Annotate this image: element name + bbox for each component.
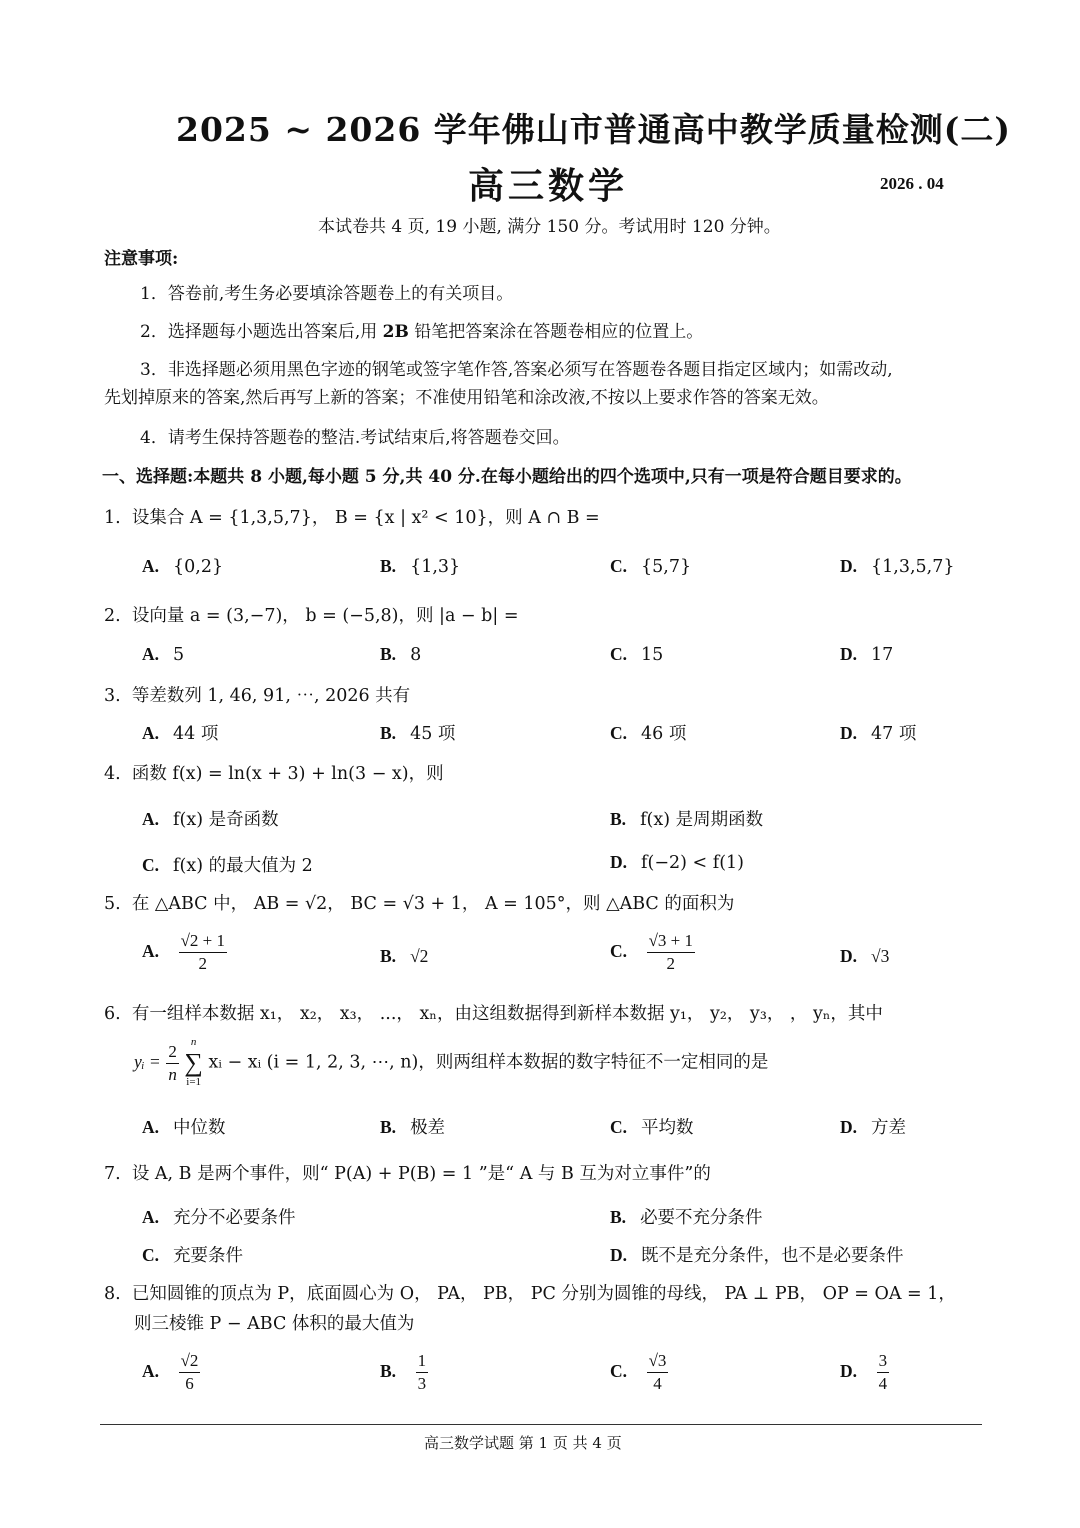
question-stem-line1: 已知圆锥的顶点为 P，底面圆心为 O， PA， PB， PC 分别为圆锥的母线， PA ⊥ PB， OP = OA = 1， bbox=[131, 1284, 956, 1304]
q5-option-d: D. √3 bbox=[840, 946, 890, 966]
q7-option-c: C. 充要条件 bbox=[142, 1245, 244, 1266]
q8-option-d: D. $\frac{3}{4}$ bbox=[840, 1351, 888, 1394]
question-stem: 在 △ABC 中， AB = √2， BC = √3 + 1， A = 105°，则 △ABC 的面积为 bbox=[131, 894, 735, 914]
subject-title: 高三数学 bbox=[468, 165, 629, 207]
q6-option-a: A. 中位数 bbox=[142, 1117, 226, 1138]
question-number: 6. bbox=[104, 1004, 121, 1024]
notice-item-3-line1: 3．非选择题必须用黑色字迹的钢笔或签字笔作答,答案必须写在答题卷各题目指定区域内；如需改动, bbox=[140, 360, 893, 380]
exam-title: 2025 ~ 2026 学年佛山市普通高中教学质量检测(二) bbox=[176, 110, 1012, 149]
question-7 bbox=[104, 1160, 711, 1185]
page-footer: 高三数学试题 第 1 页 共 4 页 bbox=[424, 1434, 622, 1452]
q4-option-a: A. f(x) 是奇函数 bbox=[142, 809, 279, 830]
fraction: $\frac{√2 + 1}{2}$ bbox=[180, 931, 226, 974]
footer-divider bbox=[100, 1424, 982, 1425]
question-stem: 函数 f(x) = ln(x + 3) + ln(3 − x)，则 bbox=[131, 764, 444, 784]
q5-option-a: A. $\frac{√2 + 1}{2}$ bbox=[142, 931, 226, 974]
question-6-formula-line: yᵢ = $\frac{2}{n}$ n ∑ i=1 xᵢ − xᵢ (i = 1, 2, 3, ⋯, n)，则两组样本数据的数字特征不一定相同的是 bbox=[134, 1036, 769, 1088]
q4-option-d: D. f(−2) < f(1) bbox=[610, 852, 744, 873]
q6-option-c: C. 平均数 bbox=[610, 1117, 694, 1138]
q8-option-b: B. $\frac{1}{3}$ bbox=[380, 1351, 427, 1394]
question-6 bbox=[104, 1000, 883, 1025]
q7-option-b: B. 必要不充分条件 bbox=[610, 1207, 763, 1228]
fraction: $\frac{3}{4}$ bbox=[878, 1351, 888, 1394]
question-4 bbox=[104, 760, 444, 785]
q1-option-c: C. {5,7} bbox=[610, 556, 692, 577]
notice-item-3-line2: 先划掉原来的答案,然后再写上新的答案；不准使用铅笔和涂改液,不按以上要求作答的答案无效。 bbox=[104, 388, 829, 408]
q8-option-c: C. $\frac{√3}{4}$ bbox=[610, 1351, 667, 1394]
q4-option-c: C. f(x) 的最大值为 2 bbox=[142, 855, 313, 876]
exam-intro: 本试卷共 4 页, 19 小题, 满分 150 分。考试用时 120 分钟。 bbox=[318, 217, 781, 237]
question-stem: 设 A, B 是两个事件，则“ P(A) + P(B) = 1 ”是“ A 与 B 互为对立事件”的 bbox=[131, 1164, 711, 1184]
q3-option-a: A. 44 项 bbox=[142, 723, 219, 744]
q6-option-d: D. 方差 bbox=[840, 1117, 907, 1138]
q7-option-a: A. 充分不必要条件 bbox=[142, 1207, 296, 1228]
question-stem: 等差数列 1, 46, 91, ⋯, 2026 共有 bbox=[131, 686, 411, 706]
exam-date: 2026 . 04 bbox=[880, 174, 944, 193]
q3-option-b: B. 45 项 bbox=[380, 723, 456, 744]
q2-option-c: C. 15 bbox=[610, 644, 664, 665]
q1-option-b: B. {1,3} bbox=[380, 556, 461, 577]
fraction: $\frac{1}{3}$ bbox=[417, 1351, 427, 1394]
question-stem-line1: 有一组样本数据 x₁， x₂， x₃， ...， xₙ，由这组数据得到新样本数据 y₁， y₂， y₃， ， yₙ，其中 bbox=[131, 1004, 883, 1024]
question-1 bbox=[104, 504, 600, 529]
question-number: 2. bbox=[104, 606, 121, 626]
q2-option-a: A. 5 bbox=[142, 644, 185, 665]
notice-item-1: 1．答卷前,考生务必要填涂答题卷上的有关项目。 bbox=[140, 284, 514, 304]
q5-option-b: B. √2 bbox=[380, 946, 429, 966]
q3-option-d: D. 47 项 bbox=[840, 723, 917, 744]
question-8 bbox=[104, 1280, 956, 1305]
fraction: $\frac{√3 + 1}{2}$ bbox=[648, 931, 694, 974]
fraction: $\frac{2}{n}$ bbox=[168, 1041, 177, 1084]
question-5 bbox=[104, 890, 734, 915]
question-number: 7. bbox=[104, 1164, 121, 1184]
q1-option-a: A. {0,2} bbox=[142, 556, 224, 577]
notice-item-4: 4．请考生保持答题卷的整洁.考试结束后,将答题卷交回。 bbox=[140, 428, 570, 448]
q4-option-b: B. f(x) 是周期函数 bbox=[610, 809, 764, 830]
q2-option-d: D. 17 bbox=[840, 644, 894, 665]
question-number: 1. bbox=[104, 508, 121, 528]
fraction: $\frac{√3}{4}$ bbox=[648, 1351, 667, 1394]
q5-option-c: C. $\frac{√3 + 1}{2}$ bbox=[610, 931, 694, 974]
question-8-line2: 则三棱锥 P − ABC 体积的最大值为 bbox=[134, 1314, 415, 1334]
fraction: $\frac{√2}{6}$ bbox=[180, 1351, 199, 1394]
q3-option-c: C. 46 项 bbox=[610, 723, 687, 744]
q7-option-d: D. 既不是充分条件，也不是必要条件 bbox=[610, 1245, 904, 1266]
q1-option-d: D. {1,3,5,7} bbox=[840, 556, 955, 577]
q8-option-a: A. $\frac{√2}{6}$ bbox=[142, 1351, 199, 1394]
notice-heading: 注意事项: bbox=[104, 249, 179, 269]
question-number: 3. bbox=[104, 686, 121, 706]
section-heading: 一、选择题:本题共 8 小题,每小题 5 分,共 40 分.在每小题给出的四个选项中,只有一项是符合题目要求的。 bbox=[102, 467, 912, 487]
question-number: 5. bbox=[104, 894, 121, 914]
question-number: 4. bbox=[104, 764, 121, 784]
question-stem: 设向量 a = (3,−7)， b = (−5,8)，则 |a − b| = bbox=[131, 606, 519, 626]
q6-option-b: B. 极差 bbox=[380, 1117, 446, 1138]
question-number: 8. bbox=[104, 1284, 121, 1304]
notice-item-2: 2．选择题每小题选出答案后,用 2B 铅笔把答案涂在答题卷相应的位置上。 bbox=[140, 322, 704, 342]
summation: n ∑ i=1 bbox=[184, 1036, 203, 1088]
question-3 bbox=[104, 682, 410, 707]
question-2 bbox=[104, 602, 518, 627]
question-stem: 设集合 A = {1,3,5,7}， B = {x | x² < 10}，则 A ∩ B = bbox=[131, 508, 600, 528]
q2-option-b: B. 8 bbox=[380, 644, 422, 665]
